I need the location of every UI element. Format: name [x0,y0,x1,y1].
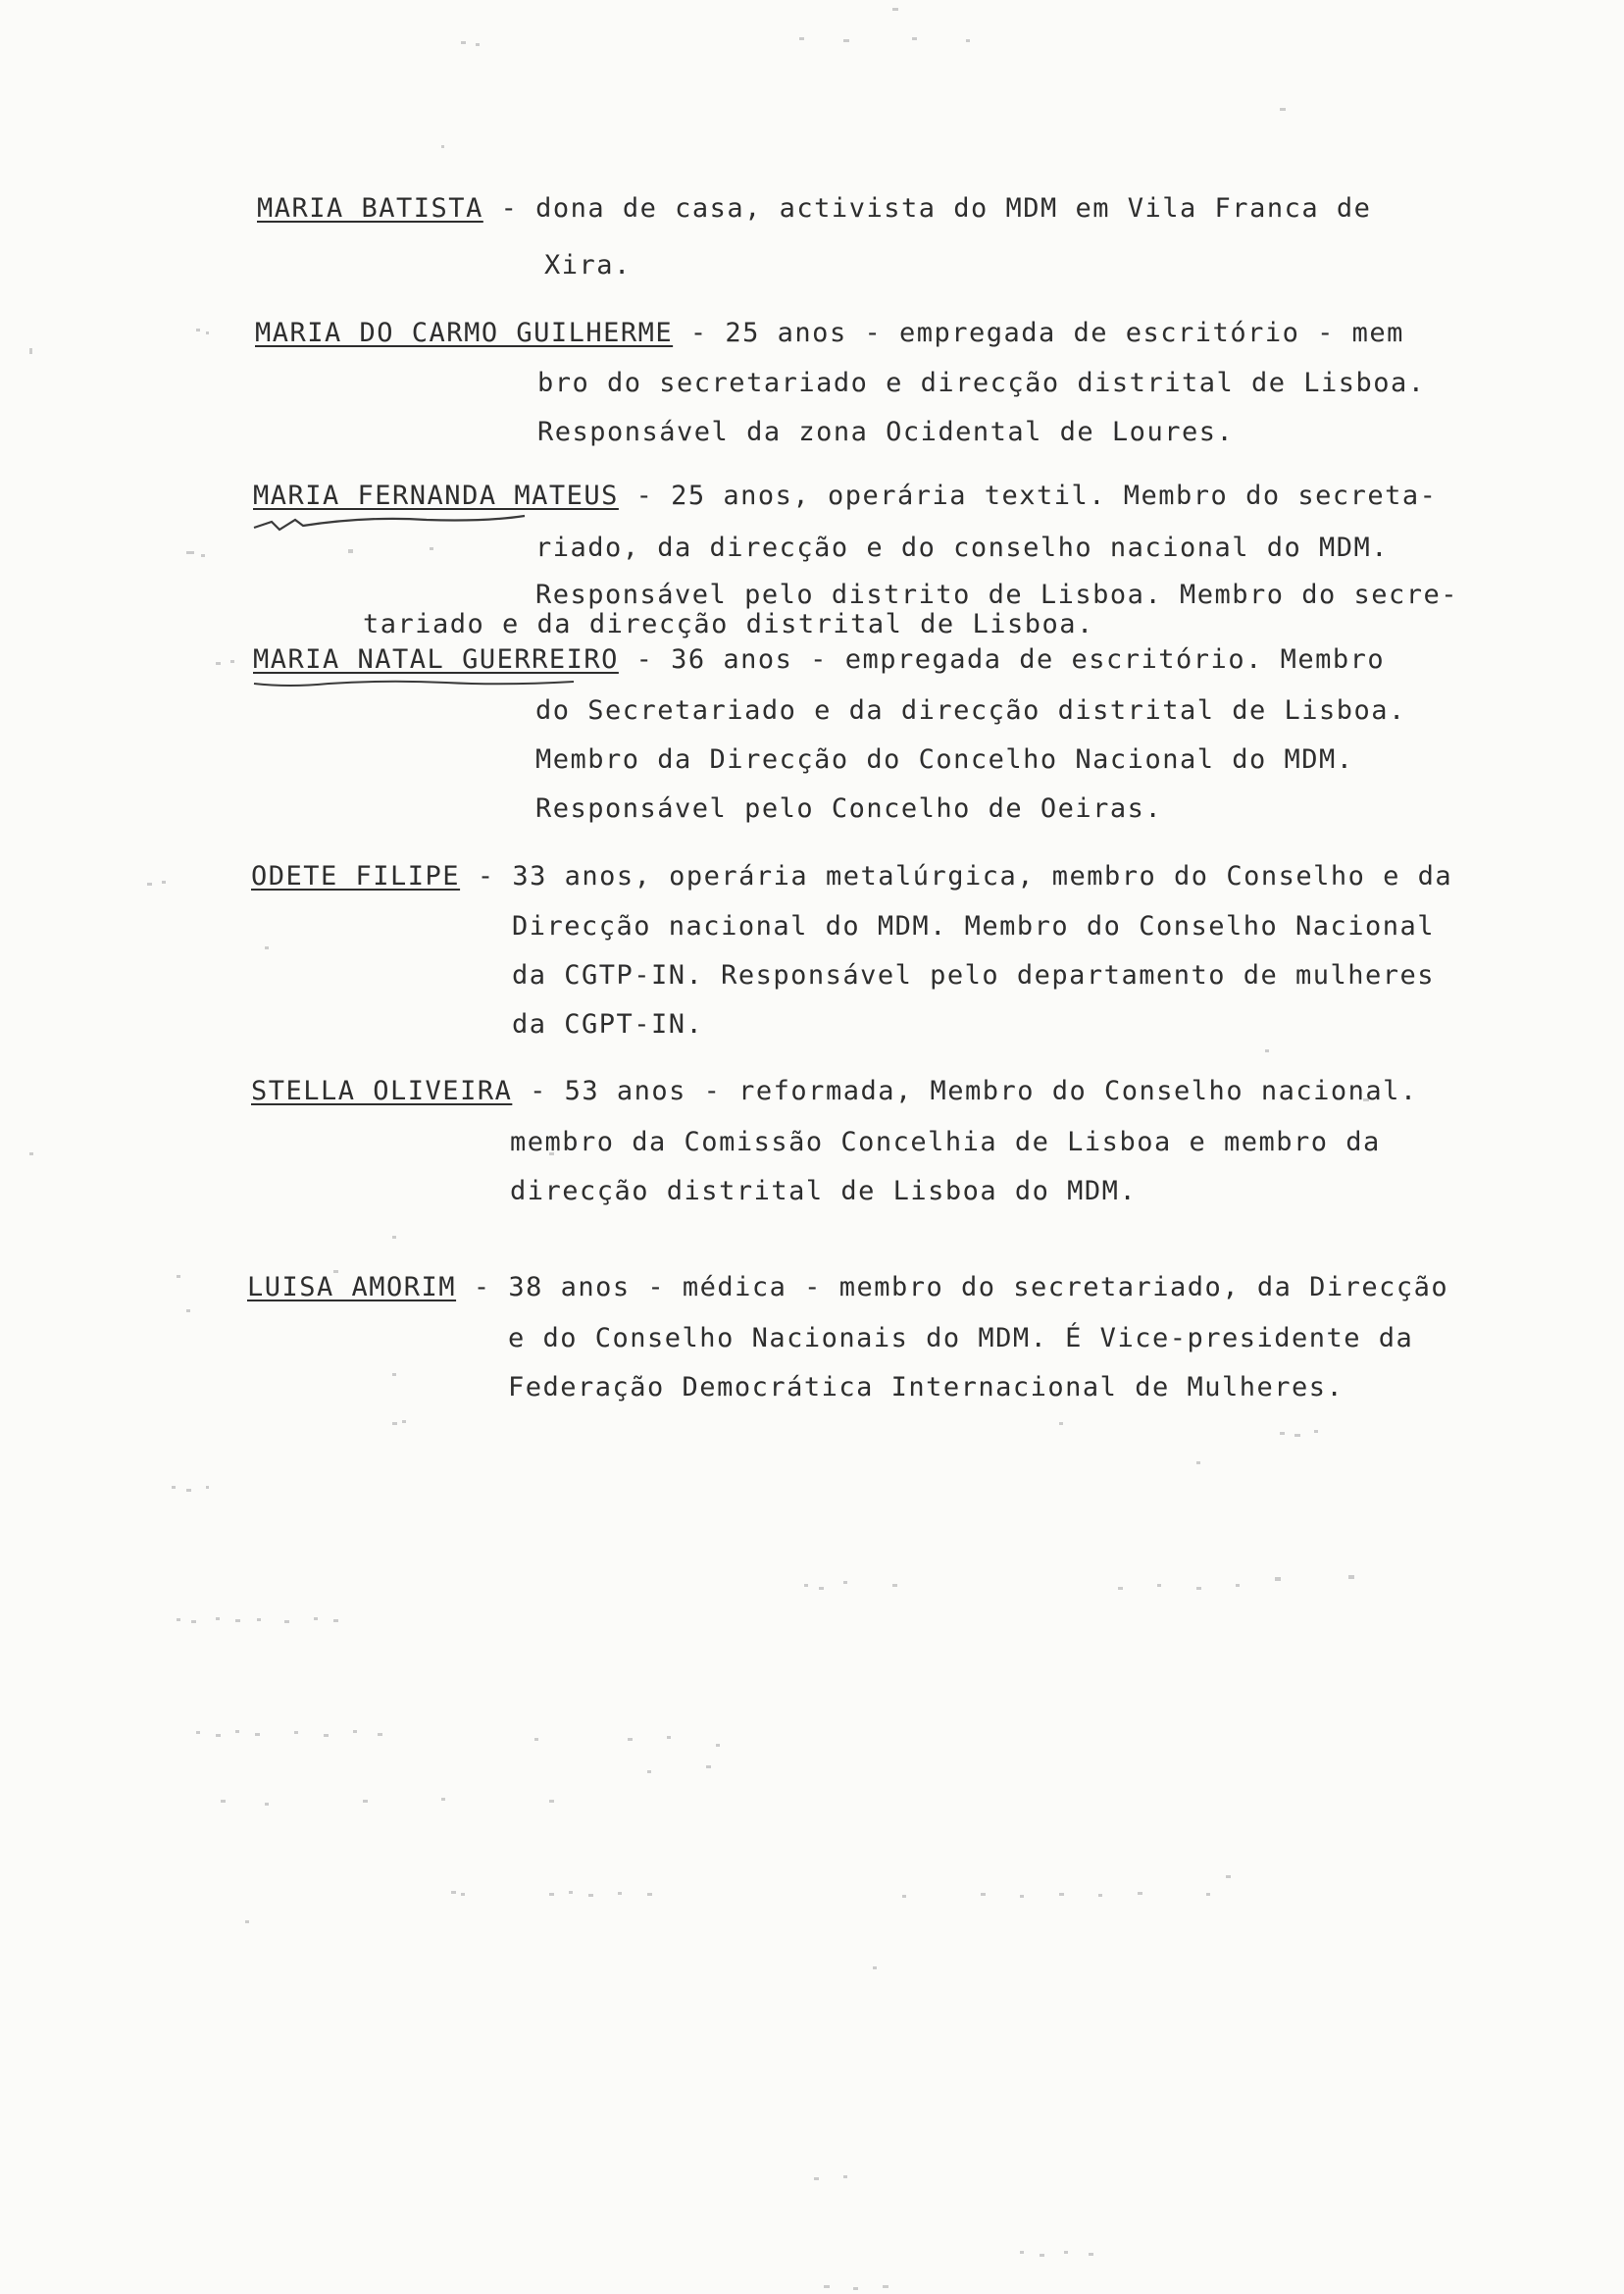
entry-text: - dona de casa, activista do MDM em Vila Franca de [482,193,1372,224]
handwritten-underline-mark [250,508,564,534]
entry-text: direcção distrital de Lisboa do MDM. [510,1176,1138,1206]
entry-text: - 53 anos - reformada, Membro do Conselho nacional. [512,1076,1418,1106]
entry-text: - 25 anos - empregada de escritório - mem [673,318,1404,348]
entry-text: - 36 anos - empregada de escritório. Membro [618,644,1386,675]
entry-text: riado, da direcção e do conselho nacional do MDM. [535,533,1390,563]
entry-text: e do Conselho Nacionais do MDM. É Vice-presidente da [508,1323,1414,1353]
person-name: MARIA DO CARMO GUILHERME [255,318,674,348]
entry-text: bro do secretariado e direcção distrital de Lisboa. [537,368,1426,398]
person-name: LUISA AMORIM [247,1272,457,1302]
person-name: MARIA NATAL GUERREIRO [253,644,619,675]
entry-text: Federação Democrática Internacional de Mulheres. [508,1372,1345,1402]
entry-text: - 33 anos, operária metalúrgica, membro do Conselho e da [460,861,1453,892]
entry-text: membro da Comissão Concelhia de Lisboa e membro da [510,1127,1381,1157]
entry-text: Responsável pelo Concelho de Oeiras. [535,793,1163,824]
entry-text: da CGPT-IN. [512,1009,704,1040]
person-name: MARIA FERNANDA MATEUS [253,481,619,511]
person-name: STELLA OLIVEIRA [251,1076,513,1106]
entry-text: Direcção nacional do MDM. Membro do Conselho Nacional [512,911,1436,942]
entry-text: Xira. [544,250,632,280]
entry-text: tariado e da direcção distrital de Lisboa. [363,609,1094,639]
handwritten-underline-mark [250,670,584,691]
entry-text: - 38 anos - médica - membro do secretariado, da Direcção [456,1272,1449,1302]
entry-text: do Secretariado e da direcção distrital de Lisboa. [535,695,1406,726]
entry-text: da CGTP-IN. Responsável pelo departamento de mulheres [512,960,1436,991]
person-name: MARIA BATISTA [257,193,483,224]
entry-text: Responsável da zona Ocidental de Loures. [537,417,1235,447]
entry-text: Membro da Direcção do Concelho Nacional do MDM. [535,744,1354,775]
entry-text: Responsável pelo distrito de Lisboa. Membro do secre- [535,580,1459,610]
person-name: ODETE FILIPE [251,861,461,892]
entry-text: - 25 anos, operária textil. Membro do secreta- [618,481,1438,511]
